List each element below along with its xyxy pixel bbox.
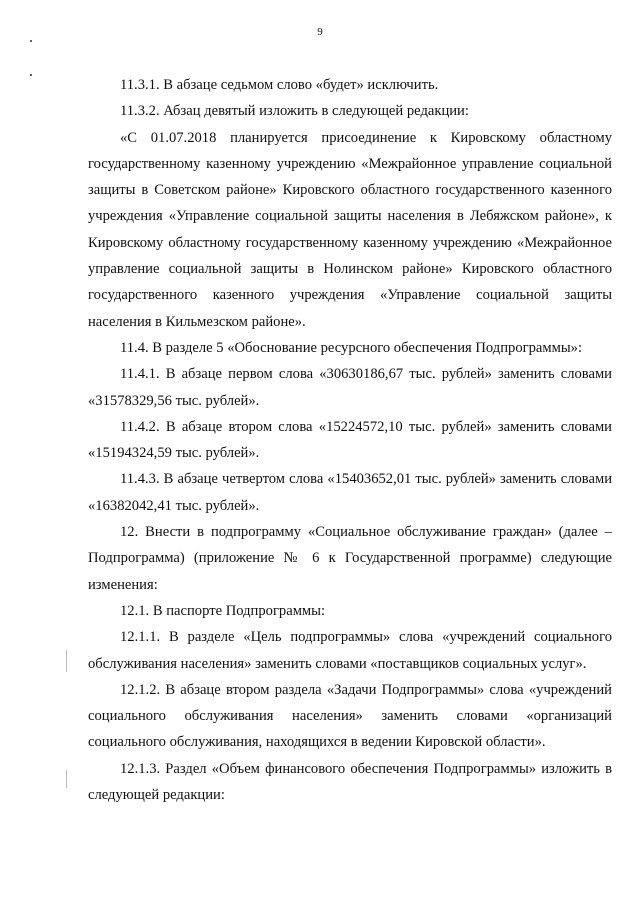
paragraph-12: 12. Внести в подпрограмму «Социальное обслуживание граждан» (далее – Подпрограмма) (приложение № 6 к Государственной программе) следующие изменения: <box>88 524 612 593</box>
paragraph-11-4-3: 11.4.3. В абзаце четвертом слова «15403652,01 тыс. рублей» заменить словами «16382042,41 тыс. рублей». <box>88 471 612 514</box>
paragraph-11-4-1: 11.4.1. В абзаце первом слова «30630186,67 тыс. рублей» заменить словами «31578329,56 тыс. рублей». <box>88 366 612 409</box>
page-number: 9 <box>317 26 323 38</box>
paragraph-11-4: 11.4. В разделе 5 «Обоснование ресурсного обеспечения Подпрограммы»: <box>120 339 583 356</box>
document-body <box>88 72 612 808</box>
paragraph-12-1: 12.1. В паспорте Подпрограммы: <box>120 602 326 619</box>
scan-margin-mark <box>66 770 67 788</box>
paragraph-11-3-1: 11.3.1. В абзаце седьмом слово «будет» исключить. <box>120 77 439 93</box>
paragraph-12-1-2: 12.1.2. В абзаце втором раздела «Задачи Подпрограммы» слова «учреждений социального обслуживания населения» заменить словами «организаций социального обслуживания, находящихся в ведении Кировской области». <box>88 681 612 751</box>
scan-margin-mark <box>66 650 67 672</box>
paragraph-12-1-3: 12.1.3. Раздел «Объем финансового обеспечения Подпрограммы» изложить в следующей редакции: <box>88 760 612 804</box>
paragraph-12-1-1: 12.1.1. В разделе «Цель подпрограммы» слова «учреждений социального обслуживания населения» заменить словами «поставщиков социальных услуг». <box>88 629 612 672</box>
scan-speck <box>30 40 32 42</box>
paragraph-quote: «С 01.07.2018 планируется присоединение к Кировскому областному государственному казенному учреждению «Межрайонное управление социальной защиты в Советском районе» Кировского областного государственного казенного учреждения «Управление социальной защиты населения в Лебяжском районе», к Кировскому областному государственному казенному учреждению «Межрайонное управление социальной защиты в Нолинском районе» Кировского областного государственного казенного учреждения «Управление социальной защиты населения в Кильмезском районе». <box>88 129 612 330</box>
paragraph-11-4-2: 11.4.2. В абзаце втором слова «15224572,10 тыс. рублей» заменить словами «15194324,59 тыс. рублей». <box>88 418 612 462</box>
paragraph-11-3-2: 11.3.2. Абзац девятый изложить в следующей редакции: <box>120 103 469 120</box>
scan-speck <box>30 74 32 76</box>
